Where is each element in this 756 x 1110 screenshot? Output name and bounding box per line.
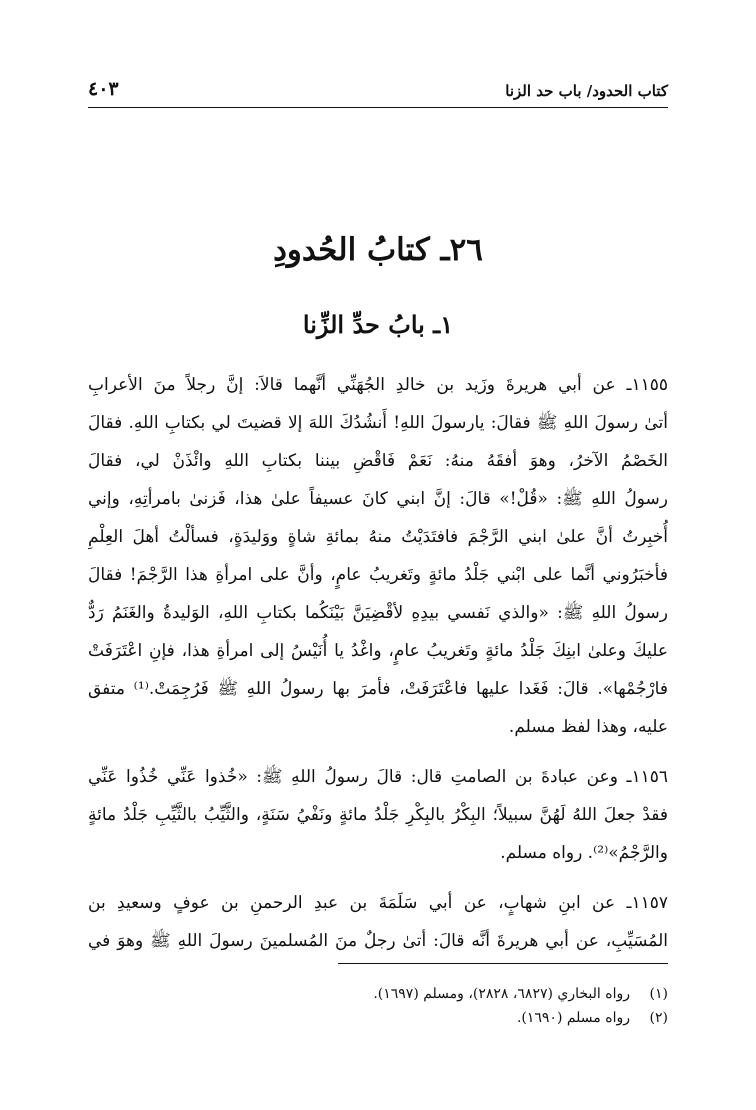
text-line: المُسَيِّبِ، عن أبي هريرةَ أنَّه قالَ: أتىٰ رجلٌ منَ المُسلمينَ رسولَ اللهِ ﷺ وهوَ في (88, 931, 668, 951)
hadith-1157 (88, 884, 668, 960)
running-title: كتاب الحدود/ باب حد الزنا (505, 82, 668, 100)
text-line: فأخبَرُوني أنَّما على ابْني جَلْدُ مائةٍ وتَغريبُ عامٍ، وأنَّ على امرأةِ هذا الرَّجْمَ! فقالَ (88, 565, 668, 585)
text-line: عليه، وهذا لفظ مسلم. (508, 717, 668, 737)
text-line: رسولُ اللهِ ﷺ: «والذي نَفسي بيدِهِ لأقْضِيَنَّ بَيْنَكُما بكتابِ اللهِ، الوَليدةُ والغَنَمُ رَدٌّ (88, 603, 668, 623)
running-header (88, 60, 668, 100)
header-divider (88, 107, 668, 108)
footnote-marker: (٢) (649, 1010, 668, 1026)
chapter-title: ١ـ بابُ حدِّ الزِّنا (302, 310, 454, 339)
hadith-1156 (88, 758, 668, 872)
footnote (88, 1006, 668, 1030)
text-line: أتىٰ رسولَ اللهِ ﷺ فقالَ: يارسولَ اللهِ! أَنشُدُكَ اللهَ إلا قضيتَ لي بكتابِ اللهِ. فقالَ (88, 413, 668, 433)
text-line: الخَصْمُ الآخرُ، وهوَ أفقَهُ منهُ: نَعَمْ فَاقْضِ بيننا بكتابِ اللهِ وائْذَنْ لي، فقالَ (88, 451, 668, 471)
footnote-marker: (١) (649, 986, 668, 1002)
text-line: فقدْ جعلَ اللهُ لَهُنَّ سبيلاً؛ البِكْرُ بالبِكْرِ جَلْدُ مائةٍ ونَفْيُ سَنَةٍ، والثَّيِّبُ بالثَّيِّبِ جَلْدُ مائةٍ (88, 805, 668, 825)
text-line: عليكَ وعلىٰ ابنِكَ جَلْدُ مائةٍ وتَغريبُ عامٍ، واغْدُ يا أُنَيْسُ إلى امرأةِ هذا، فإنِ اعْتَرَفَتْ (88, 641, 668, 661)
footnote-text: رواه البخاري (٦٨٢٧، ٢٨٢٨)، ومسلم (١٦٩٧). (373, 986, 630, 1002)
footnote (88, 982, 668, 1006)
hadith-1155 (88, 366, 668, 746)
footnote-text: رواه مسلم (١٦٩٠). (516, 1010, 630, 1026)
book-title: ٢٦ـ كتابُ الحُدودِ (273, 232, 483, 268)
text-line: رسولُ اللهِ ﷺ: «قُلْ!» قالَ: إنَّ ابني كانَ عسيفاً علىٰ هذا، فَزنىٰ بامرأتِهِ، وإني (88, 489, 668, 509)
text-line: ١١٥٥ـ عن أبي هريرةَ وزَيد بن خالدِ الجُهَنِّي أنَّهما قالاَ: إنَّ رجلاً منَ الأعرابِ (88, 375, 668, 395)
text-line: والرَّجْمُ»⁽²⁾. رواه مسلم. (500, 843, 668, 863)
text-line: فارْجُمْها». قالَ: فَغَدا عليها فاعْتَرَفَتْ، فأمرَ بها رسولُ اللهِ ﷺ فَرُجِمَتْ.⁽¹⁾ متفق (88, 679, 668, 699)
page-number: ٤٠٣ (88, 78, 119, 100)
footnotes (88, 982, 668, 1030)
hadith-body (88, 366, 668, 960)
footnote-divider (338, 963, 668, 964)
text-line: ١١٥٦ـ وعن عبادةَ بن الصامتِ قال: قالَ رسولُ اللهِ ﷺ: «خُذوا عَنِّي خُذُوا عَنِّي (88, 767, 668, 787)
text-line: ١١٥٧ـ عن ابنِ شهابٍ، عن أبي سَلَمَةَ بن عبدِ الرحمنِ بن عوفٍ وسعيدِ بن (88, 893, 668, 913)
paragraph-gap (88, 872, 668, 884)
paragraph-gap (88, 746, 668, 758)
text-line: أُخبِرتُ أنَّ علىٰ ابني الرَّجْمَ فافتَدَيْتُ منهُ بمائةِ شاةٍ ووَليدَةٍ، فسألْتُ أهلَ العِلْمِ (88, 527, 668, 547)
